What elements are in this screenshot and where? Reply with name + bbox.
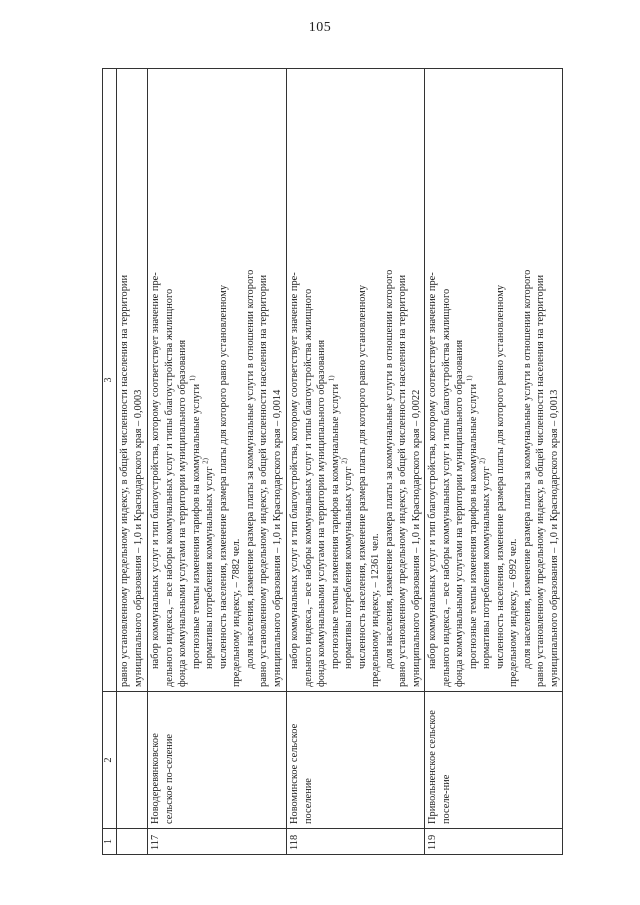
desc-line: доля населения, изменение размера платы за коммунальные услуги в отношении которого bbox=[244, 269, 256, 669]
desc-line: прогнозные темпы изменения тарифов на коммунальные услуги $^{1)}$ bbox=[188, 375, 202, 669]
desc-line: фонда коммунальными услугами на территории муниципального образования bbox=[177, 339, 188, 687]
desc-line: муниципального образования – 1,0 и Краснодарского края – 0,0013 bbox=[548, 389, 560, 687]
desc-line: нормативы потребления коммунальных услуг $^{2)}$ bbox=[340, 458, 354, 669]
table-row bbox=[287, 69, 425, 855]
desc-line: набор коммунальных услуг и тип благоустройства, которому соответствует значение пре- bbox=[289, 272, 300, 669]
rotated-table-container bbox=[102, 68, 560, 855]
row-description bbox=[425, 69, 563, 692]
row-number: 117 bbox=[148, 829, 287, 855]
desc-line: численность населения, изменение размера платы для которого равно установленному bbox=[356, 284, 368, 669]
desc-line: равно установленному предельному индексу, в общей численности населения на территории bbox=[535, 274, 546, 687]
desc-line: набор коммунальных услуг и тип благоустройства, которому соответствует значение пре- bbox=[427, 272, 438, 669]
settlement-name: Новодеревянковское сельское по-селение bbox=[148, 692, 287, 829]
desc-line: муниципального образования – 1,0 и Краснодарского края – 0,0022 bbox=[410, 389, 422, 687]
desc-line: численность населения, изменение размера платы для которого равно установленному bbox=[494, 284, 506, 669]
page-number: 105 bbox=[308, 20, 332, 35]
footnote-mark: 1) bbox=[465, 375, 474, 382]
desc-line: фонда коммунальными услугами на территории муниципального образования bbox=[454, 339, 465, 687]
table-row bbox=[425, 69, 563, 855]
settlement-name: Новоминское сельское поселение bbox=[287, 692, 425, 829]
table-header-row bbox=[103, 69, 117, 855]
header-col-3: 3 bbox=[103, 69, 117, 692]
footnote-mark: 2) bbox=[340, 458, 349, 464]
table-row bbox=[148, 69, 287, 855]
desc-line: доля населения, изменение размера платы за коммунальные услуги в отношении которого bbox=[383, 269, 395, 669]
desc-line: фонда коммунальными услугами на территории муниципального образования bbox=[316, 339, 327, 687]
desc-line: равно установленному предельному индексу, в общей численности населения на территории bbox=[119, 274, 130, 687]
settlement-name bbox=[117, 692, 148, 829]
desc-line: дельного индекса, – все наборы коммунальных услуг и типы благоустройства жилищного bbox=[440, 288, 452, 687]
desc-line: предельному индексу, – 7882 чел. bbox=[231, 538, 242, 687]
row-description bbox=[148, 69, 287, 692]
desc-line: нормативы потребления коммунальных услуг $^{2)}$ bbox=[478, 458, 492, 669]
footnote-mark: 2) bbox=[201, 458, 210, 464]
footnote-mark: 2) bbox=[478, 458, 487, 464]
desc-line: предельному индексу, – 12361 чел. bbox=[370, 533, 381, 687]
desc-line: равно установленному предельному индексу, в общей численности населения на территории bbox=[397, 274, 408, 687]
desc-line: нормативы потребления коммунальных услуг $^{2)}$ bbox=[201, 458, 215, 669]
header-col-2: 2 bbox=[103, 692, 117, 829]
desc-line: муниципального образования – 1,0 и Краснодарского края – 0,0003 bbox=[132, 389, 144, 687]
tariff-table bbox=[102, 68, 563, 855]
desc-line: предельному индексу, – 6992 чел. bbox=[508, 538, 519, 687]
desc-line: дельного индекса, – все наборы коммунальных услуг и типы благоустройства жилищного bbox=[302, 288, 314, 687]
desc-line: муниципального образования – 1,0 и Краснодарского края – 0,0014 bbox=[271, 389, 283, 687]
row-number: 119 bbox=[425, 829, 563, 855]
footnote-mark: 1) bbox=[188, 375, 197, 382]
desc-line: доля населения, изменение размера платы за коммунальные услуги в отношении которого bbox=[521, 269, 533, 669]
header-col-1: 1 bbox=[103, 829, 117, 855]
row-number: 118 bbox=[287, 829, 425, 855]
footnote-mark: 1) bbox=[327, 375, 336, 382]
row-number bbox=[117, 829, 148, 855]
desc-line: прогнозные темпы изменения тарифов на коммунальные услуги $^{1)}$ bbox=[465, 375, 479, 669]
row-description bbox=[287, 69, 425, 692]
desc-line: набор коммунальных услуг и тип благоустройства, которому соответствует значение пре- bbox=[150, 272, 161, 669]
table-row bbox=[117, 69, 148, 855]
desc-line: прогнозные темпы изменения тарифов на коммунальные услуги $^{1)}$ bbox=[327, 375, 341, 669]
row-description bbox=[117, 69, 148, 692]
desc-line: дельного индекса, – все наборы коммунальных услуг и типы благоустройства жилищного bbox=[163, 288, 175, 687]
settlement-name: Привольненское сельское поселе-ние bbox=[425, 692, 563, 829]
desc-line: численность населения, изменение размера платы для которого равно установленному bbox=[217, 284, 229, 669]
desc-line: равно установленному предельному индексу, в общей численности населения на территории bbox=[258, 274, 269, 687]
